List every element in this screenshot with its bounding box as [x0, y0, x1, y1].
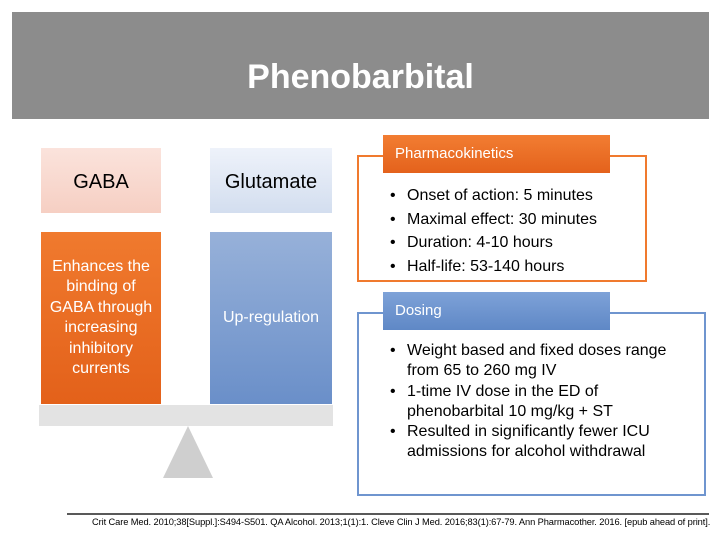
footer-divider: [67, 513, 709, 515]
balance-beam: [39, 405, 333, 426]
glutamate-effect-card: [210, 232, 332, 404]
list-item: • Half-life: 53-140 hours: [385, 255, 640, 279]
list-item: • 1-time IV dose in the ED of phenobarbital 10 mg/kg + ST: [385, 382, 685, 423]
slide-title: Phenobarbital: [247, 58, 474, 96]
balance-fulcrum: [163, 426, 213, 478]
glutamate-effect-text: Up-regulation: [222, 309, 320, 326]
gaba-effect-text: Enhances the binding of GABA through increasing inhibitory currents: [49, 257, 153, 377]
dosing-list: [385, 341, 685, 463]
gaba-card: GABA: [41, 148, 161, 213]
list-item: • Maximal effect: 30 minutes: [385, 208, 640, 232]
gaba-effect-card: [41, 232, 161, 404]
pharmacokinetics-list: [385, 184, 640, 278]
list-item: • Resulted in significantly fewer ICU admissions for alcohol withdrawal: [385, 422, 685, 463]
title-banner: [12, 12, 709, 119]
citation: Crit Care Med. 2010;38[Suppl.]:S494-S501. QA Alcohol. 2013;1(1):1. Cleve Clin J Med. 2016;83(1):67-79. Ann Pharmacother. 2016. [epub ahead of print].: [92, 517, 711, 527]
list-item: • Duration: 4-10 hours: [385, 231, 640, 255]
list-item: • Onset of action: 5 minutes: [385, 184, 640, 208]
dosing-heading: Dosing: [383, 292, 610, 330]
glutamate-card: Glutamate: [210, 148, 332, 213]
pharmacokinetics-heading: Pharmacokinetics: [383, 135, 610, 173]
list-item: • Weight based and fixed doses range from 65 to 260 mg IV: [385, 341, 685, 382]
